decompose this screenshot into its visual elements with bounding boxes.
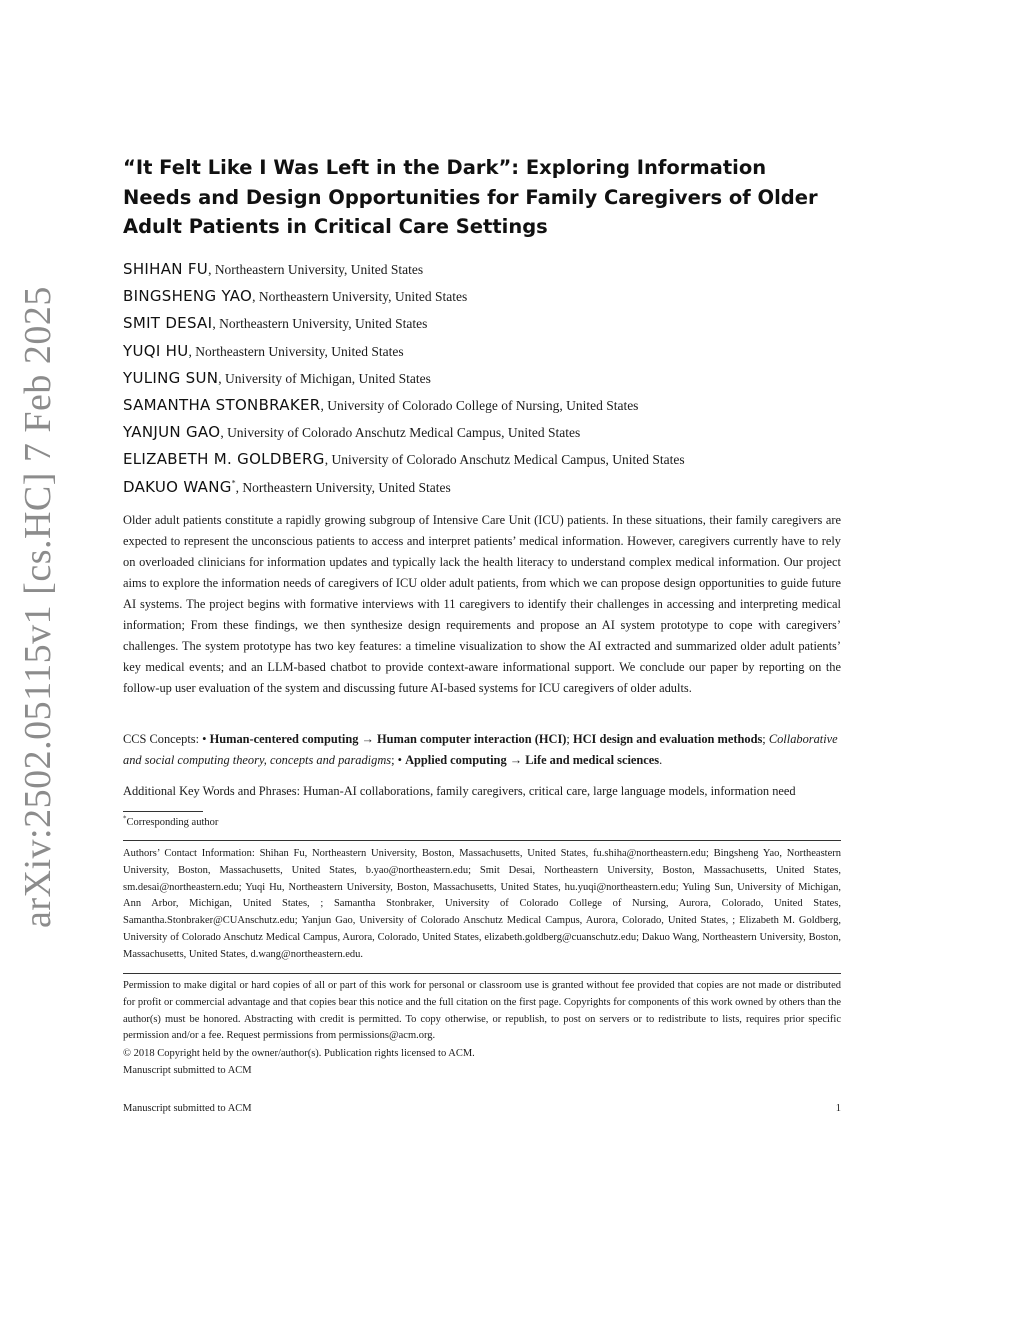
author-affiliation: , Northeastern University, United States (235, 479, 451, 495)
ccs-label: CCS Concepts: • (123, 732, 210, 746)
manuscript-note: Manuscript submitted to ACM (123, 1065, 252, 1076)
author-entry (123, 283, 841, 310)
ccs-concept: Collaborative and social computing theory, concepts and paradigms (123, 732, 838, 767)
author-entry (123, 310, 841, 337)
author-affiliation: , University of Colorado Anschutz Medical Campus, United States (324, 452, 685, 468)
arxiv-identifier-stamp: arXiv:2502.05115v1 [cs.HC] 7 Feb 2025 (17, 286, 59, 928)
footnote-divider (123, 811, 203, 812)
ccs-concept: Applied computing (405, 753, 507, 767)
keywords: Additional Key Words and Phrases: Human-AI collaborations, family caregivers, critical care, large language models, information need (123, 784, 796, 798)
ccs-separator: ; • (391, 753, 406, 767)
footnote-text: Corresponding author (126, 817, 219, 828)
author-entry (123, 419, 841, 446)
footnote-mark: * (123, 814, 127, 823)
ccs-concept: HCI design and evaluation methods (572, 732, 763, 746)
author-list (123, 256, 841, 501)
copyright-notice: © 2018 Copyright held by the owner/author(s). Publication rights licensed to ACM. (123, 1048, 475, 1059)
author-affiliation: , Northeastern University, United States (252, 289, 468, 305)
contact-divider (123, 840, 841, 841)
author-name: YANJUN GAO (123, 423, 221, 442)
author-affiliation: , University of Colorado College of Nursing, United States (320, 397, 639, 413)
ccs-concept: Life and medical sciences (525, 753, 660, 767)
ccs-end: . (659, 753, 663, 767)
author-name: BINGSHENG YAO (123, 287, 253, 306)
corresponding-author-footnote (123, 815, 218, 831)
ccs-separator: ; (566, 732, 573, 746)
author-name: YULING SUN (123, 368, 219, 387)
author-affiliation: , Northeastern University, United States (212, 316, 428, 332)
corresponding-author-mark: * (231, 478, 236, 488)
author-name: SMIT DESAI (123, 314, 213, 333)
author-entry (123, 474, 841, 501)
permission-notice: Permission to make digital or hard copies of all or part of this work for personal or classroom use is granted without fee provided that copies are not made or distributed for profit or commercial advantage and that copies bear this notice and the full citation on the first page. Copyrights for components of this work owned by others than the author(s) must be honored. Abstracting with credit is permitted. To copy otherwise, or republish, to post on servers or to redistribute to lists, requires prior specific permission and/or a fee. Request permissions from permissions@acm.org. (123, 980, 841, 1042)
author-affiliation: , Northeastern University, United States (208, 262, 424, 277)
author-name: YUQI HU (123, 341, 189, 360)
ccs-concept: Human computer interaction (HCI) (377, 732, 567, 746)
paper-title: “It Felt Like I Was Left in the Dark”: Exploring Information Needs and Design Opportunities for Family Caregivers of Older Adult Patients in Critical Care Settings (123, 156, 818, 238)
author-entry (123, 256, 841, 283)
author-name: SAMANTHA STONBRAKER (123, 395, 321, 414)
page-footer (123, 1100, 841, 1117)
author-entry (123, 392, 841, 419)
ccs-arrow: → (506, 753, 526, 767)
page-number: 1 (835, 1103, 841, 1114)
abstract: Older adult patients constitute a rapidly growing subgroup of Intensive Care Unit (ICU) patients. In these situations, their family caregivers are expected to represent the unconscious patients to access and interpret patients’ medical information. However, caregivers currently have to rely on overloaded clinicians for information updates and typically lack the health literacy to understand complex medical information. Our project aims to explore the information needs of caregivers of ICU older adult patients, from which we can propose design opportunities to guide future AI systems. The project begins with formative interviews with 11 caregivers to identify their challenges in accessing and interpreting medical information; From these findings, we then synthesize design requirements and propose an AI system prototype to cope with caregivers’ challenges. The system prototype has two key features: a timeline visualization to show the AI extracted and summarized older adult patients’ key medical events; and an LLM-based chatbot to provide context-aware informational support. We conclude our paper by reporting on the follow-up user evaluation of the system and discussing future AI-based systems for ICU caregivers of older adults. (123, 513, 841, 695)
author-affiliation: , University of Colorado Anschutz Medical Campus, United States (220, 425, 581, 441)
ccs-arrow: → (358, 732, 377, 746)
permission-divider (123, 973, 841, 974)
author-entry (123, 365, 841, 392)
author-name: DAKUO WANG (123, 477, 232, 496)
author-entry (123, 338, 841, 365)
author-affiliation: , University of Michigan, United States (218, 370, 431, 386)
ccs-separator: ; (762, 732, 769, 746)
ccs-concepts (123, 729, 841, 771)
footer-venue: Manuscript submitted to ACM (123, 1103, 252, 1114)
author-name: ELIZABETH M. GOLDBERG (123, 450, 325, 469)
author-affiliation: , Northeastern University, United States (188, 343, 404, 359)
author-entry (123, 446, 841, 473)
ccs-concept: Human-centered computing (209, 732, 359, 746)
author-contact-information: Authors’ Contact Information: Shihan Fu, Northeastern University, Boston, Massachusetts, United States, fu.shiha@northeastern.edu; Bingsheng Yao, Northeastern University, Boston, Massachusetts, United States, b.yao@northeastern.edu; Smit Desai, Northeastern University, Boston, Massachusetts, United States, sm.desai@northeastern.edu; Yuqi Hu, Northeastern University, Boston, Massachusetts, United States, hu.yuqi@northeastern.edu; Yuling Sun, University of Michigan, Ann Arbor, Michigan, United States, ; Samantha Stonbraker, University of Colorado College of Nursing, Aurora, Colorado, United States, Samantha.Stonbraker@CUAnschutz.edu; Yanjun Gao, University of Colorado Anschutz Medical Campus, Aurora, Colorado, United States, ; Elizabeth M. Goldberg, University of Colorado Anschutz Medical Campus, Aurora, Colorado, United States, elizabeth.goldberg@cuanschutz.edu; Dakuo Wang, Northeastern University, Boston, Massachusetts, United States, d.wang@northeastern.edu. (123, 848, 841, 960)
author-name: SHIHAN FU (123, 260, 209, 278)
